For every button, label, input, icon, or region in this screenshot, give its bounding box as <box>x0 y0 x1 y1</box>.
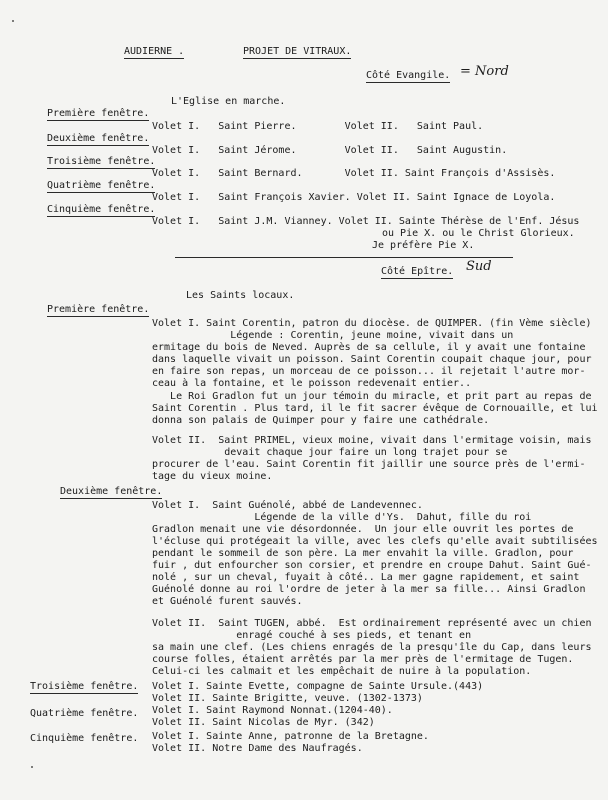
south-window-1-line-6: ceau à la fontaine, et le poisson redevenait entier.. <box>152 378 472 389</box>
south-window-2-title: Deuxième fenêtre. <box>60 486 163 497</box>
south-window-1-line-10: Volet II. Saint PRIMEL, vieux moine, vivait dans l'ermitage voisin, mais <box>152 435 592 446</box>
south-window-5-line-1: Volet I. Sainte Anne, patronne de la Bretagne. <box>152 731 429 742</box>
south-window-2-line-6: fuir , dut enfourcher son corsier, et prendre en croupe Dahut. Saint Gué- <box>152 560 592 571</box>
south-window-2-line-12: sa main une clef. (Les chiens enragés de la presqu'île du Cap, dans leurs <box>152 642 592 653</box>
south-window-1-line-9: donna son palais de Quimper pour y faire une cathédrale. <box>152 415 490 426</box>
north-window-3-line: Volet I. Saint Bernard. Volet II. Saint François d'Assisès. <box>152 168 556 179</box>
north-window-2-title: Deuxième fenêtre. <box>47 133 150 144</box>
south-window-2-line-1: Volet I. Saint Guénolé, abbé de Landevennec. <box>152 500 423 511</box>
north-window-4-line: Volet I. Saint François Xavier. Volet II. Saint Ignace de Loyola. <box>152 192 556 203</box>
south-window-3-line-1: Volet I. Sainte Evette, compagne de Sainte Ursule.(443) <box>152 681 484 692</box>
north-window-5-line-3: Je préfère Pie X. <box>372 240 475 251</box>
south-window-1-line-4: dans laquelle vivait un poisson. Saint Corentin coupait chaque jour, pour <box>152 354 592 365</box>
south-window-1-line-5: en faire son repas, un morceau de ce poisson... il rejetait l'autre mor- <box>152 366 586 377</box>
scan-speck <box>12 20 14 22</box>
south-window-2-line-8: Guénolé donne au roi l'ordre de jeter à la mer sa fille... Ainsi Gradlon <box>152 584 586 595</box>
south-window-2-line-7: nolé , sur un cheval, fuyait à côté.. La mer gagne rapidement, et saint <box>152 572 580 583</box>
place-heading: AUDIERNE . <box>124 46 185 57</box>
north-theme: L'Eglise en marche. <box>171 96 286 107</box>
south-window-4-line-2: Volet II. Saint Nicolas de Myr. (342) <box>152 717 375 728</box>
south-window-2-line-3: Gradlon menait une vie désordonnée. Un jour elle ouvrit les portes de <box>152 524 574 535</box>
south-window-1-line-8: Saint Corentin . Plus tard, il le fit sacrer évêque de Cornouaille, et lui <box>152 403 598 414</box>
south-window-4-title: Quatrième fenêtre. <box>30 708 139 719</box>
south-window-2-line-10: Volet II. Saint TUGEN, abbé. Est ordinairement représenté avec un chien <box>152 618 592 629</box>
north-window-5-title: Cinquième fenêtre. <box>47 204 156 215</box>
north-window-4-title: Quatrième fenêtre. <box>47 180 156 191</box>
side-north-label: Côté Evangile. <box>366 70 451 81</box>
north-window-2-line: Volet I. Saint Jérome. Volet II. Saint Augustin. <box>152 145 508 156</box>
south-window-1-line-7: Le Roi Gradlon fut un jour témoin du miracle, et prit part au repas de <box>152 391 592 402</box>
south-window-2-line-14: Celui-ci les calmait et les empêchait de nuire à la population. <box>152 666 532 677</box>
north-window-5-line-2: ou Pie X. ou le Christ Glorieux. <box>382 228 575 239</box>
south-window-2-line-9: et Guénolé furent sauvés. <box>152 596 303 607</box>
north-window-5-line-1: Volet I. Saint J.M. Vianney. Volet II. Sainte Thérèse de l'Enf. Jésus <box>152 216 580 227</box>
south-window-3-title: Troisième fenêtre. <box>30 681 139 692</box>
south-window-1-line-13: tage du vieux moine. <box>152 471 273 482</box>
south-window-4-line-1: Volet I. Saint Raymond Nonnat.(1204-40). <box>152 705 393 716</box>
south-window-5-title: Cinquième fenêtre. <box>30 733 139 744</box>
south-window-2-line-2: Légende de la ville d'Ys. Dahut, fille du roi <box>152 512 532 523</box>
side-south-label: Côté Epître. <box>381 266 454 277</box>
north-window-1-line: Volet I. Saint Pierre. Volet II. Saint Paul. <box>152 121 484 132</box>
south-window-1-title: Première fenêtre. <box>47 304 150 315</box>
north-window-1-title: Première fenêtre. <box>47 108 150 119</box>
project-heading: PROJET DE VITRAUX. <box>243 46 352 57</box>
section-divider <box>175 257 513 258</box>
south-window-2-line-5: pendant le sommeil de son père. La mer envahit la ville. Gradlon, pour <box>152 548 574 559</box>
south-window-5-line-2: Volet II. Notre Dame des Naufragés. <box>152 743 363 754</box>
south-window-2-line-11: enragé couché à ses pieds, et tenant en <box>152 630 472 641</box>
south-theme: Les Saints locaux. <box>186 290 295 301</box>
south-window-1-line-3: ermitage du bois de Neved. Auprès de sa cellule, il y avait une fontaine <box>152 342 586 353</box>
north-window-3-title: Troisième fenêtre. <box>47 156 156 167</box>
south-window-1-line-11: devait chaque jour faire un long trajet pour se <box>152 447 508 458</box>
south-window-1-line-12: procurer de l'eau. Saint Corentin fit jaillir une source près de l'ermi- <box>152 459 586 470</box>
south-window-1-line-2: Légende : Corentin, jeune moine, vivait dans un <box>152 330 514 341</box>
scan-speck <box>31 766 33 768</box>
side-north-handwriting: = Nord <box>460 64 509 79</box>
side-south-handwriting: Sud <box>466 259 492 274</box>
south-window-1-line-1: Volet I. Saint Corentin, patron du diocèse. de QUIMPER. (fin Vème siècle) <box>152 318 592 329</box>
south-window-2-line-4: l'écluse qui protégeait la ville, avec les clefs qu'elle avait subtilisées <box>152 536 598 547</box>
south-window-3-line-2: Volet II. Sainte Brigitte, veuve. (1302-1373) <box>152 693 423 704</box>
south-window-2-line-13: course folles, étaient arrêtés par la mer près de l'ermitage de Tugen. <box>152 654 574 665</box>
